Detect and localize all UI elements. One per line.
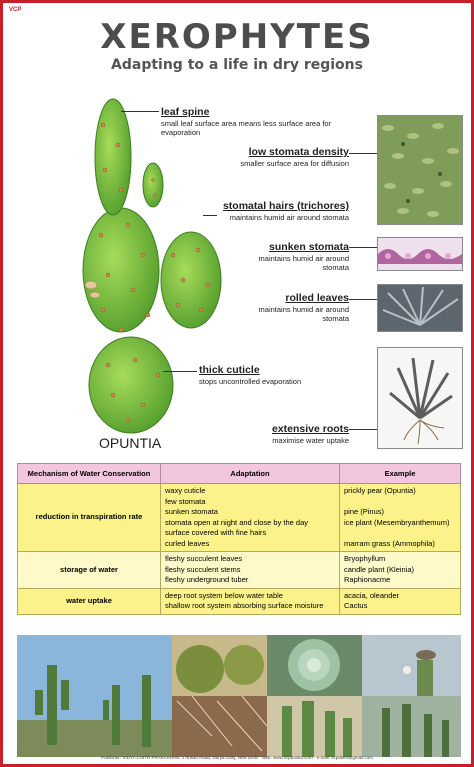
saguaro-photo <box>17 635 172 757</box>
photo-strip <box>17 635 461 757</box>
pointer-line <box>349 153 377 154</box>
label-cuticle <box>199 364 309 386</box>
mechanism-cell: storage of water <box>18 552 161 589</box>
example-item: Raphionacme <box>344 575 391 584</box>
plant-name: OPUNTIA <box>99 435 162 451</box>
label-title: rolled leaves <box>285 292 349 304</box>
label-desc: maintains humid air around stomata <box>258 305 349 323</box>
barrel-cactus-photo <box>172 635 267 696</box>
table-row <box>18 484 461 552</box>
adaptation-item: fleshy underground tuber <box>165 575 249 584</box>
example-item: Cactus <box>344 601 368 610</box>
example-item: marram grass (Ammophila) <box>344 538 435 548</box>
example-item: acacia, oleander <box>344 590 400 600</box>
label-title: thick cuticle <box>199 364 260 376</box>
page-subtitle: Adapting to a life in dry regions <box>111 57 363 73</box>
stomata-density-photo <box>377 115 463 225</box>
bird-on-cactus-photo <box>362 635 461 696</box>
sunken-stomata-photo <box>377 237 463 271</box>
rolled-leaves-photo <box>377 284 463 332</box>
label-sunken <box>243 241 349 272</box>
label-desc: maintains humid air around stomata <box>258 254 349 272</box>
pointer-line <box>349 247 377 248</box>
column-header: Adaptation <box>161 464 340 484</box>
roots-photo <box>377 347 463 449</box>
column-header: Example <box>340 464 461 484</box>
label-hairs <box>203 200 349 222</box>
pointer-line <box>349 299 377 300</box>
water-conservation-table <box>17 463 461 615</box>
adaptation-item: stomata open at night and close by the day <box>165 517 309 527</box>
adaptation-item: surface covered with fine hairs <box>165 528 267 537</box>
mechanism-cell: reduction in transpiration rate <box>18 484 161 552</box>
label-leaf-spine <box>161 106 361 137</box>
adaptation-item: fleshy succulent stems <box>165 564 241 574</box>
adaptation-cell <box>161 552 340 589</box>
label-low-stomata <box>231 146 349 168</box>
pointer-line <box>163 371 197 372</box>
adaptation-item: deep root system below water table <box>165 590 283 600</box>
example-cell <box>340 552 461 589</box>
label-rolled <box>243 292 349 323</box>
example-item: ice plant (Mesembryanthemum) <box>344 517 450 527</box>
example-cell <box>340 588 461 614</box>
example-item <box>344 497 456 508</box>
example-item: prickly pear (Opuntia) <box>344 486 416 495</box>
adaptation-item: waxy cuticle <box>165 486 206 495</box>
label-title: extensive roots <box>271 423 349 435</box>
label-roots <box>243 423 349 445</box>
adaptation-item: sunken stomata <box>165 507 218 516</box>
adaptation-item: fleshy succulent leaves <box>165 554 243 563</box>
adaptation-item: curled leaves <box>165 538 210 548</box>
label-title: sunken stomata <box>269 241 349 253</box>
mechanism-cell: water uptake <box>18 588 161 614</box>
publisher-logo: VCP <box>9 7 22 13</box>
publisher-footer: Publisher: VIDYA CHITR PRAKASHAN, 1 Ansari Road, Darya Ganj, New Delhi · web: www.vcpbooks.com · e-mail: vcpdelhi@gmail.com <box>101 755 373 760</box>
table-header-row <box>18 464 461 484</box>
table-row <box>18 552 461 589</box>
example-cell <box>340 484 461 552</box>
desert-plant-photo <box>362 696 461 757</box>
adaptation-cell <box>161 484 340 552</box>
label-desc: smaller surface area for diffusion <box>240 159 349 168</box>
label-desc: maintains humid air around stomata <box>229 213 349 222</box>
label-desc: small leaf surface area means less surface area for evaporation <box>161 119 332 137</box>
columnar-cactus-photo <box>267 696 362 757</box>
label-desc: maximise water uptake <box>272 436 349 445</box>
pointer-line <box>203 215 217 216</box>
example-item: pine (Pinus) <box>344 507 385 516</box>
adaptation-cell <box>161 588 340 614</box>
spiny-cactus-photo <box>172 696 267 757</box>
example-item: candle plant (Kleinia) <box>344 564 415 574</box>
adaptation-item: few stomata <box>165 496 206 506</box>
example-item <box>344 528 456 539</box>
column-header: Mechanism of Water Conservation <box>18 464 161 484</box>
example-item: Bryophyllum <box>344 554 386 563</box>
label-desc: stops uncontrolled evaporation <box>199 377 302 386</box>
label-title: leaf spine <box>161 106 210 118</box>
succulent-rosette-photo <box>267 635 362 696</box>
label-title: stomatal hairs (trichores) <box>222 200 349 212</box>
label-title: low stomata density <box>248 146 349 158</box>
page-title: XEROPHYTES <box>100 17 374 57</box>
table-row <box>18 588 461 614</box>
adaptation-item: shallow root system absorbing surface moisture <box>165 601 324 610</box>
pointer-line <box>121 111 159 112</box>
